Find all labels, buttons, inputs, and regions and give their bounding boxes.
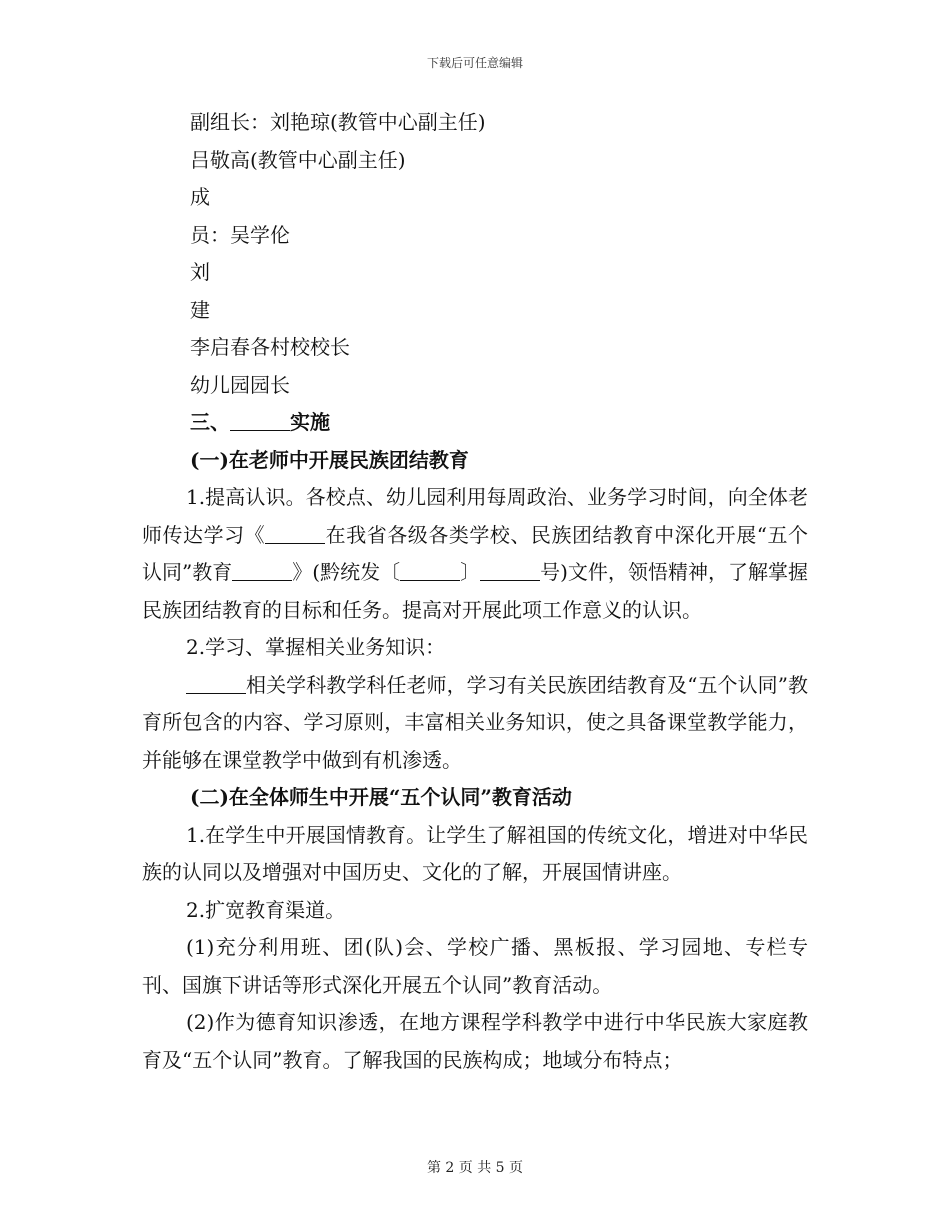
paragraph-1-1 <box>142 479 808 629</box>
roster-deputy-leader: 副组长：刘艳琼(教管中心副主任) <box>190 110 486 134</box>
roster-member-2a: 刘 <box>190 260 210 284</box>
document-body <box>142 104 808 1079</box>
paragraph-text: 1.提高认识。各校点、幼儿园利用每周政治、业务学习时间，向全体老师传达学习《 <box>142 485 808 547</box>
paragraph-text: 号)文件，领悟精神，了解掌握民族团结教育的目标和任务。提高对开展此项工作意义的认识。 <box>142 560 808 622</box>
roster-member-3: 李启春各村校校长 <box>190 335 350 359</box>
paragraph-1-2-title: 2.学习、掌握相关业务知识： <box>186 635 446 659</box>
section-heading-prefix: 三、 <box>190 410 230 434</box>
section-heading-suffix: 实施 <box>290 410 330 434</box>
roster-deputy-leader-2: 吕敬高(教管中心副主任) <box>190 147 406 172</box>
roster-member-2b: 建 <box>190 297 210 322</box>
paragraph-text: 〕 <box>460 560 481 584</box>
paragraph-2-2-title: 2.扩宽教育渠道。 <box>186 897 346 922</box>
paragraph-1-2-body <box>142 667 808 780</box>
paragraph-2-2-1: (1)充分利用班、团(队)会、学校广播、黑板报、学习园地、专栏专刊、国旗下讲话等形式深化开展五个认同”教育活动。 <box>142 935 808 997</box>
blank-underline <box>400 560 460 581</box>
paragraph-2-1: 1.在学生中开展国情教育。让学生了解祖国的传统文化，增进对中华民族的认同以及增强对中国历史、文化的了解，开展国情讲座。 <box>142 822 808 884</box>
paragraph-2-2-2: (2)作为德育知识渗透，在地方课程学科教学中进行中华民族大家庭教育及“五个认同”教育。了解我国的民族构成；地域分布特点； <box>142 1010 808 1072</box>
blank-underline <box>265 523 325 544</box>
paragraph-text: 在我省各级各类学校、民族团结教育中深化开展“五个认同”教育 <box>142 522 808 584</box>
roster-member-char: 成 <box>190 185 210 209</box>
blank-underline <box>186 673 246 694</box>
page-number: 第 2 页 共 5 页 <box>426 1160 524 1176</box>
roster-member-label: 员：吴学伦 <box>190 222 290 247</box>
roster-member-4: 幼儿园园长 <box>190 372 290 397</box>
header-note: 下载后可任意编辑 <box>426 56 523 70</box>
blank-underline <box>480 560 540 581</box>
blank-underline <box>230 410 290 431</box>
paragraph-text: 相关学科教学科任老师，学习有关民族团结教育及“五个认同”教育所包含的内容、学习原则，丰富相关业务知识，使之具备课堂教学能力，并能够在课堂教学中做到有机渗透。 <box>142 672 808 772</box>
subsection-title-2: (二)在全体师生中开展“五个认同”教育活动 <box>190 785 572 809</box>
blank-underline <box>232 560 292 581</box>
subsection-title-1: (一)在老师中开展民族团结教育 <box>190 447 469 472</box>
paragraph-text: 》(黔统发〔 <box>292 560 401 584</box>
section-heading-3 <box>142 404 808 442</box>
